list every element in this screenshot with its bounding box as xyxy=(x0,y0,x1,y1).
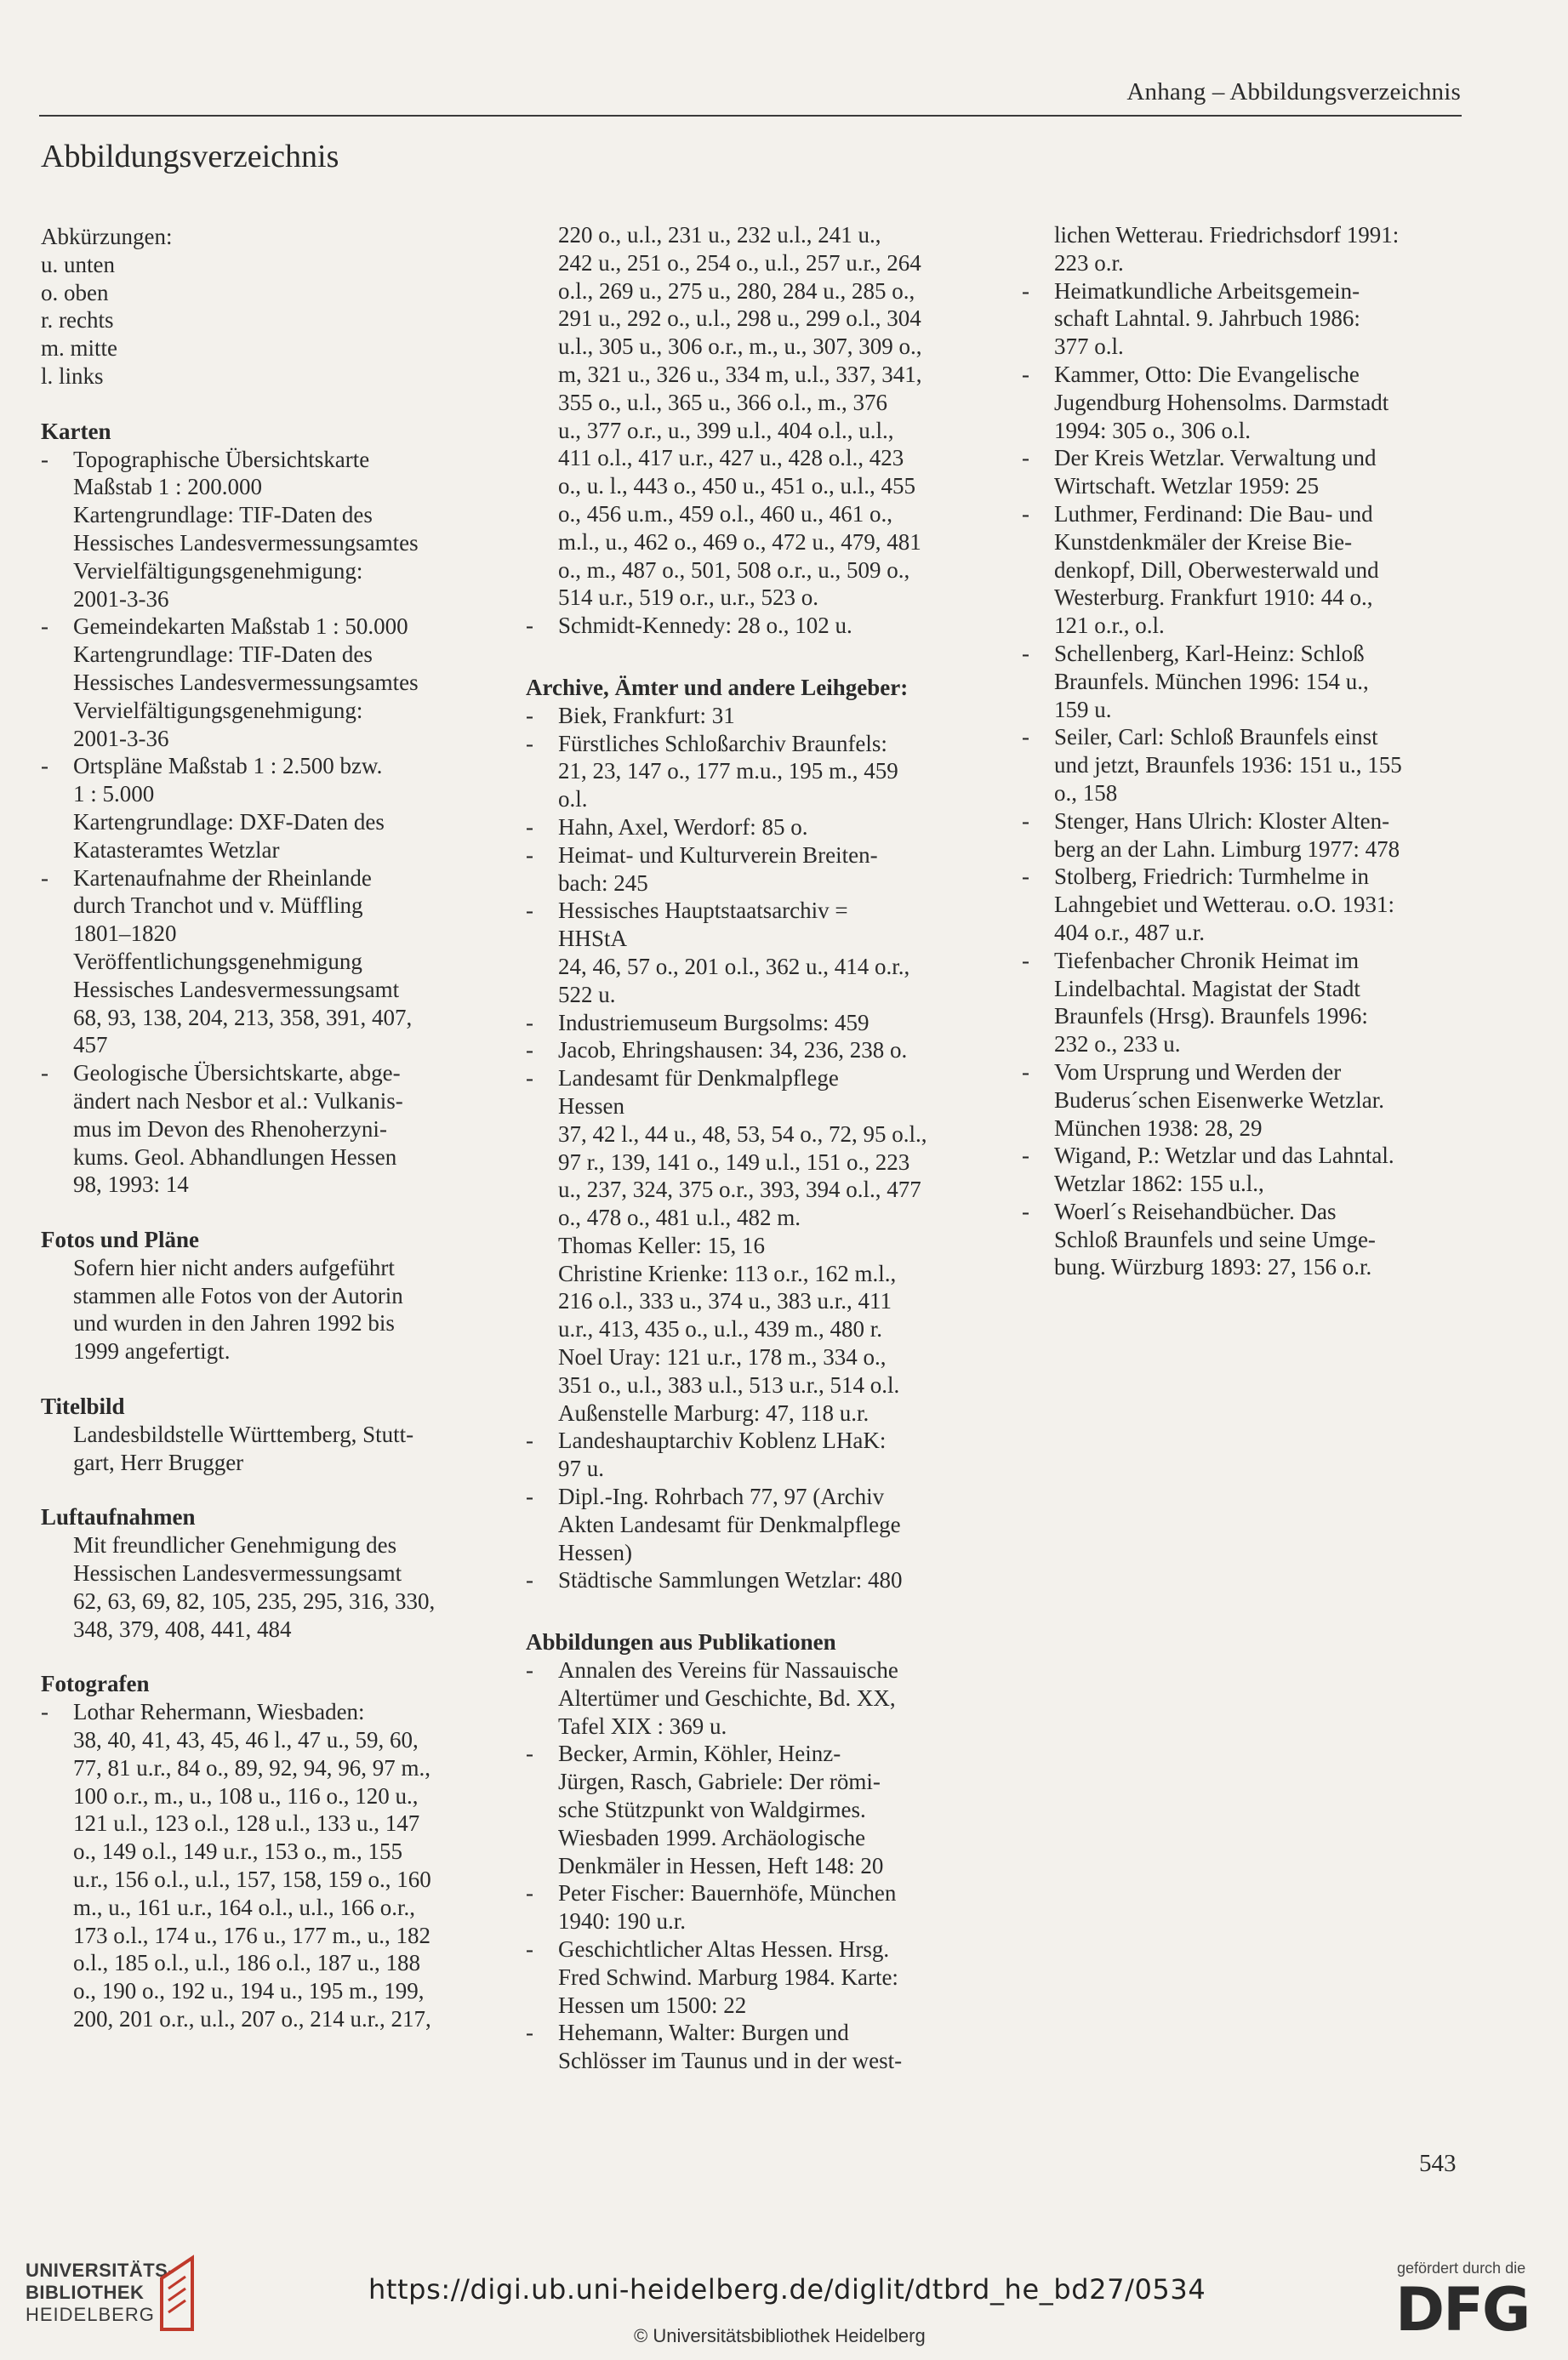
text-line: bung. Würzburg 1893: 27, 156 o.r. xyxy=(1054,1254,1372,1280)
library-name-line-3: HEIDELBERG xyxy=(26,2304,155,2325)
list-dash: - xyxy=(526,1741,533,1767)
fotografen-continuation xyxy=(526,221,1002,612)
text-line: Maßstab 1 : 200.000 xyxy=(73,474,262,500)
list-dash: - xyxy=(526,1936,533,1963)
list-dash: - xyxy=(526,1428,533,1454)
text-line: Heimatkundliche Arbeitsgemein- xyxy=(1054,277,1360,304)
text-line: und jetzt, Braunfels 1936: 151 u., 155 xyxy=(1054,752,1402,778)
text-line: u.r., 413, 435 o., u.l., 439 m., 480 r. xyxy=(558,1316,883,1342)
text-line: Hessisches Hauptstaatsarchiv = xyxy=(558,898,848,924)
text-line: Landeshauptarchiv Koblenz LHaK: xyxy=(558,1428,887,1454)
list-item xyxy=(526,1064,1002,1427)
text-line: Hessisches Landesvermessungsamtes xyxy=(73,669,419,695)
list-item xyxy=(1022,947,1473,1058)
list-dash: - xyxy=(1022,1143,1029,1169)
text-line: Mit freundlicher Genehmigung des xyxy=(73,1532,397,1559)
list-item xyxy=(526,1483,1002,1566)
text-line: Der Kreis Wetzlar. Verwaltung und xyxy=(1054,445,1377,471)
list-item xyxy=(526,813,1002,841)
text-line: Lindelbachtal. Magistat der Stadt xyxy=(1054,975,1360,1001)
text-line: m, 321 u., 326 u., 334 m, u.l., 337, 341, xyxy=(558,361,922,387)
section-title-fotos: Fotos und Pläne xyxy=(41,1227,200,1253)
header-rule xyxy=(39,115,1462,117)
text-line: Tiefenbacher Chronik Heimat im xyxy=(1054,947,1360,973)
text-line: u. unten xyxy=(41,251,115,277)
text-line: 377 o.l. xyxy=(1054,333,1124,360)
text-line: Vervielfältigungsgenehmigung: xyxy=(73,557,363,584)
text-line: durch Tranchot und v. Müffling xyxy=(73,892,363,919)
schmidt-kennedy-entry xyxy=(526,612,1002,640)
text-line: Topographische Übersichtskarte xyxy=(73,446,370,472)
text-line: Heimat- und Kulturverein Breiten- xyxy=(558,841,878,868)
text-line: Hessen) xyxy=(558,1539,632,1565)
text-line: u.l., 305 u., 306 o.r., m., u., 307, 309 o., xyxy=(558,333,922,360)
list-item xyxy=(526,1036,1002,1064)
text-line: m., u., 161 u.r., 164 o.l., u.l., 166 o.r., xyxy=(73,1894,416,1920)
text-line: Hahn, Axel, Werdorf: 85 o. xyxy=(558,813,808,840)
text-line: 159 u. xyxy=(1054,696,1112,722)
list-item xyxy=(1022,640,1473,723)
text-line: Braunfels. München 1996: 154 u., xyxy=(1054,668,1369,694)
list-dash: - xyxy=(41,1060,48,1086)
list-dash: - xyxy=(526,1065,533,1092)
text-line: Geologische Übersichtskarte, abge- xyxy=(73,1060,401,1086)
text-line: Stolberg, Friedrich: Turmhelme in xyxy=(1054,864,1369,890)
text-line: München 1938: 28, 29 xyxy=(1054,1114,1263,1141)
list-dash: - xyxy=(526,613,533,639)
list-dash: - xyxy=(1022,864,1029,890)
text-line: o.l., 185 o.l., u.l., 186 o.l., 187 u., 188 xyxy=(73,1950,421,1976)
text-line: 1801–1820 xyxy=(73,921,177,947)
text-line: 348, 379, 408, 441, 484 xyxy=(73,1616,292,1642)
text-line: 100 o.r., m., u., 108 u., 116 o., 120 u., xyxy=(73,1782,419,1809)
list-dash: - xyxy=(41,613,48,640)
text-line: Kartengrundlage: TIF-Daten des xyxy=(73,641,373,668)
text-line: bach: 245 xyxy=(558,869,648,896)
list-item xyxy=(1022,723,1473,807)
list-dash: - xyxy=(41,1699,48,1725)
text-line: Hessisches Landesvermessungsamt xyxy=(73,976,400,1002)
text-line: Kunstdenkmäler der Kreise Bie- xyxy=(1054,528,1353,555)
text-line: 457 xyxy=(73,1032,108,1058)
list-dash: - xyxy=(526,730,533,756)
list-dash: - xyxy=(1022,640,1029,666)
publikationen-continuation xyxy=(1022,221,1473,277)
text-line: Hehemann, Walter: Burgen und xyxy=(558,2020,849,2046)
text-line: 121 u.l., 123 o.l., 128 u.l., 133 u., 147 xyxy=(73,1810,420,1837)
text-line: 121 o.r., o.l. xyxy=(1054,613,1165,639)
list-item xyxy=(526,897,1002,1008)
list-item xyxy=(526,612,1002,640)
dfg-caption: gefördert durch die xyxy=(1397,2260,1526,2277)
list-item xyxy=(526,1740,1002,1879)
text-line: Hessen um 1500: 22 xyxy=(558,1992,747,2018)
text-line: Schellenberg, Karl-Heinz: Schloß xyxy=(1054,640,1365,666)
luftaufnahmen-text xyxy=(41,1531,505,1643)
publikationen-list xyxy=(526,1656,1002,2075)
list-item xyxy=(1022,1198,1473,1281)
document-url-link[interactable]: https://digi.ub.uni-heidelberg.de/diglit/dtbrd_he_bd27/0534 xyxy=(368,2273,1206,2306)
text-line: Westerburg. Frankfurt 1910: 44 o., xyxy=(1054,584,1373,611)
text-line: Peter Fischer: Bauernhöfe, München xyxy=(558,1880,897,1907)
text-line: 242 u., 251 o., 254 o., u.l., 257 u.r., 264 xyxy=(558,249,921,276)
list-item xyxy=(526,1656,1002,1740)
text-line: kums. Geol. Abhandlungen Hessen xyxy=(73,1143,397,1170)
text-line: Wirtschaft. Wetzlar 1959: 25 xyxy=(1054,473,1320,499)
text-line: Städtische Sammlungen Wetzlar: 480 xyxy=(558,1567,903,1593)
text-line: 21, 23, 147 o., 177 m.u., 195 m., 459 xyxy=(558,758,898,784)
text-line: Ortspläne Maßstab 1 : 2.500 bzw. xyxy=(73,753,383,779)
list-dash: - xyxy=(526,702,533,728)
list-item xyxy=(526,1009,1002,1037)
text-line: Lahngebiet und Wetterau. o.O. 1931: xyxy=(1054,892,1394,918)
text-line: 1994: 305 o., 306 o.l. xyxy=(1054,417,1252,443)
text-line: Gemeindekarten Maßstab 1 : 50.000 xyxy=(73,613,408,640)
text-line: u., 237, 324, 375 o.r., 393, 394 o.l., 477 xyxy=(558,1177,921,1203)
text-line: lichen Wetterau. Friedrichsdorf 1991: xyxy=(1054,222,1400,248)
text-line: Woerl´s Reisehandbücher. Das xyxy=(1054,1198,1337,1224)
text-line: Lothar Rehermann, Wiesbaden: xyxy=(73,1699,365,1725)
list-dash: - xyxy=(1022,1198,1029,1224)
column-1 xyxy=(41,223,505,2033)
list-item xyxy=(41,613,505,752)
text-line: Denkmäler in Hessen, Heft 148: 20 xyxy=(558,1852,884,1878)
text-line: o.l., 269 u., 275 u., 280, 284 u., 285 o., xyxy=(558,277,915,304)
text-line: r. rechts xyxy=(41,307,114,333)
list-dash: - xyxy=(526,2020,533,2046)
list-item xyxy=(1022,500,1473,640)
list-item xyxy=(526,702,1002,730)
text-line: o., 456 u.m., 459 o.l., 460 u., 461 o., xyxy=(558,500,893,527)
text-line: o., m., 487 o., 501, 508 o.r., u., 509 o., xyxy=(558,556,910,583)
text-line: Geschichtlicher Altas Hessen. Hrsg. xyxy=(558,1936,890,1963)
list-dash: - xyxy=(1022,361,1029,387)
text-line: o., 478 o., 481 u.l., 482 m. xyxy=(558,1205,801,1231)
list-dash: - xyxy=(526,1009,533,1035)
library-logo-text xyxy=(26,2260,174,2326)
text-line: 351 o., u.l., 383 u.l., 513 u.r., 514 o.l. xyxy=(558,1371,900,1398)
text-line: 68, 93, 138, 204, 213, 358, 391, 407, xyxy=(73,1004,413,1030)
list-dash: - xyxy=(1022,445,1029,471)
list-item xyxy=(526,1935,1002,2019)
text-line: u.r., 156 o.l., u.l., 157, 158, 159 o., 160 xyxy=(73,1867,431,1893)
archive-list xyxy=(526,702,1002,1595)
list-dash: - xyxy=(526,1567,533,1593)
text-line: 173 o.l., 174 u., 176 u., 177 m., u., 182 xyxy=(73,1922,431,1948)
text-line: HHStA xyxy=(558,926,628,952)
text-line: 220 o., u.l., 231 u., 232 u.l., 241 u., xyxy=(558,222,881,248)
copyright-notice: © Universitätsbibliothek Heidelberg xyxy=(634,2325,926,2346)
list-item xyxy=(1022,863,1473,946)
text-line: berg an der Lahn. Limburg 1977: 478 xyxy=(1054,835,1400,862)
text-line: Braunfels (Hrsg). Braunfels 1996: xyxy=(1054,1003,1368,1029)
list-item xyxy=(1022,444,1473,500)
list-item xyxy=(41,752,505,864)
text-line: o., 190 o., 192 u., 194 u., 195 m., 199, xyxy=(73,1978,425,2004)
text-line: Hessen xyxy=(558,1092,624,1119)
section-title-fotografen: Fotografen xyxy=(41,1671,150,1697)
text-line: Biek, Frankfurt: 31 xyxy=(558,702,735,728)
list-item xyxy=(1022,1058,1473,1142)
list-dash: - xyxy=(1022,724,1029,750)
list-item xyxy=(526,730,1002,813)
text-line: Industriemuseum Burgsolms: 459 xyxy=(558,1009,870,1035)
text-line: ändert nach Nesbor et al.: Vulkanis- xyxy=(73,1087,403,1114)
text-line: gart, Herr Brugger xyxy=(73,1449,244,1475)
karten-list xyxy=(41,446,505,1200)
text-line: Katasteramtes Wetzlar xyxy=(73,836,280,863)
text-line: 522 u. xyxy=(558,981,616,1007)
text-line: 404 o.r., 487 u.r. xyxy=(1054,919,1206,945)
text-line: sche Stützpunkt von Waldgirmes. xyxy=(558,1797,866,1823)
list-item xyxy=(526,841,1002,898)
section-title-karten: Karten xyxy=(41,418,111,444)
text-line: Vom Ursprung und Werden der xyxy=(1054,1058,1342,1085)
text-line: denkopf, Dill, Oberwesterwald und xyxy=(1054,556,1379,583)
text-line: Wigand, P.: Wetzlar und das Lahntal. xyxy=(1054,1143,1394,1169)
library-logo-icon xyxy=(158,2255,197,2333)
list-item xyxy=(1022,807,1473,864)
text-line: Hessisches Landesvermessungsamtes xyxy=(73,529,419,556)
text-line: 37, 42 l., 44 u., 48, 53, 54 o., 72, 95 o.l., xyxy=(558,1120,927,1147)
text-line: Luthmer, Ferdinand: Die Bau- und xyxy=(1054,500,1373,527)
text-line: schaft Lahntal. 9. Jahrbuch 1986: xyxy=(1054,305,1360,332)
text-line: 1999 angefertigt. xyxy=(73,1338,231,1365)
text-line: Wiesbaden 1999. Archäologische xyxy=(558,1824,866,1850)
list-dash: - xyxy=(1022,947,1029,973)
list-dash: - xyxy=(526,1880,533,1907)
text-line: 62, 63, 69, 82, 105, 235, 295, 316, 330, xyxy=(73,1588,436,1614)
list-dash: - xyxy=(1022,500,1029,527)
text-line: Fürstliches Schloßarchiv Braunfels: xyxy=(558,730,887,756)
text-line: Noel Uray: 121 u.r., 178 m., 334 o., xyxy=(558,1344,887,1371)
list-item xyxy=(1022,277,1473,361)
column-3 xyxy=(1022,221,1473,1281)
text-line: 200, 201 o.r., u.l., 207 o., 214 u.r., 217, xyxy=(73,2006,431,2032)
list-item xyxy=(41,864,505,1060)
text-line: Fred Schwind. Marburg 1984. Karte: xyxy=(558,1964,898,1990)
list-dash: - xyxy=(1022,277,1029,304)
list-dash: - xyxy=(526,1484,533,1510)
text-line: Kartenaufnahme der Rheinlande xyxy=(73,864,372,891)
text-line: Sofern hier nicht anders aufgeführt xyxy=(73,1254,395,1280)
text-line: Kartengrundlage: DXF-Daten des xyxy=(73,808,385,835)
text-line: Hessischen Landesvermessungsamt xyxy=(73,1560,402,1587)
text-line: 97 r., 139, 141 o., 149 u.l., 151 o., 223 xyxy=(558,1149,910,1175)
list-dash: - xyxy=(41,446,48,472)
text-line: 223 o.r. xyxy=(1054,249,1124,276)
text-line: Dipl.-Ing. Rohrbach 77, 97 (Archiv xyxy=(558,1484,885,1510)
text-line: 1940: 190 u.r. xyxy=(558,1908,687,1935)
text-line: 2001-3-36 xyxy=(73,725,169,751)
text-line: 232 o., 233 u. xyxy=(1054,1031,1181,1057)
list-item xyxy=(1022,361,1473,444)
text-line: Buderus´schen Eisenwerke Wetzlar. xyxy=(1054,1086,1384,1113)
text-line: 77, 81 u.r., 84 o., 89, 92, 94, 96, 97 m., xyxy=(73,1754,431,1781)
text-line: 38, 40, 41, 43, 45, 46 l., 47 u., 59, 60, xyxy=(73,1727,419,1753)
titelbild-text xyxy=(41,1421,505,1477)
text-line: Veröffentlichungsgenehmigung xyxy=(73,948,362,974)
running-head: Anhang – Abbildungsverzeichnis xyxy=(1126,78,1461,105)
text-line: Tafel XIX : 369 u. xyxy=(558,1713,727,1739)
text-line: Jugendburg Hohensolms. Darmstadt xyxy=(1054,389,1389,415)
text-line: Außenstelle Marburg: 47, 118 u.r. xyxy=(558,1399,870,1426)
section-title-titelbild: Titelbild xyxy=(41,1394,125,1420)
page-title: Abbildungsverzeichnis xyxy=(41,139,339,174)
list-item xyxy=(1022,1142,1473,1198)
list-dash: - xyxy=(526,1037,533,1063)
text-line: Schmidt-Kennedy: 28 o., 102 u. xyxy=(558,613,852,639)
text-line: 97 u. xyxy=(558,1456,604,1482)
text-line: 411 o.l., 417 u.r., 427 u., 428 o.l., 423 xyxy=(558,445,904,471)
dfg-logo: DFG xyxy=(1395,2275,1530,2345)
list-dash: - xyxy=(526,1657,533,1684)
text-line: Schloß Braunfels und seine Umge- xyxy=(1054,1226,1376,1252)
text-line: mus im Devon des Rhenoherzyni- xyxy=(73,1115,387,1142)
column-2 xyxy=(526,221,1002,2075)
text-line: Akten Landesamt für Denkmalpflege xyxy=(558,1511,901,1537)
text-line: 24, 46, 57 o., 201 o.l., 362 u., 414 o.r., xyxy=(558,953,910,979)
text-line: o., u. l., 443 o., 450 u., 451 o., u.l., 455 xyxy=(558,473,916,499)
text-line: Jürgen, Rasch, Gabriele: Der römi- xyxy=(558,1769,881,1795)
list-dash: - xyxy=(1022,1058,1029,1085)
list-dash: - xyxy=(41,864,48,891)
text-line: Landesamt für Denkmalpflege xyxy=(558,1065,839,1092)
text-line: Landesbildstelle Württemberg, Stutt- xyxy=(73,1421,414,1447)
section-title-archive: Archive, Ämter und andere Leihgeber: xyxy=(526,674,909,700)
list-item xyxy=(41,1059,505,1199)
text-line: m.l., u., 462 o., 469 o., 472 u., 479, 481 xyxy=(558,528,921,555)
fotos-text xyxy=(41,1254,505,1365)
text-line: 514 u.r., 519 o.r., u.r., 523 o. xyxy=(558,584,819,611)
text-line: Kammer, Otto: Die Evangelische xyxy=(1054,361,1360,387)
text-line: o., 149 o.l., 149 u.r., 153 o., m., 155 xyxy=(73,1838,403,1865)
list-dash: - xyxy=(526,813,533,840)
page-number: 543 xyxy=(1419,2150,1457,2177)
text-line: Jacob, Ehringshausen: 34, 236, 238 o. xyxy=(558,1037,908,1063)
list-dash: - xyxy=(526,898,533,924)
list-item xyxy=(526,1879,1002,1935)
list-dash: - xyxy=(41,753,48,779)
list-dash: - xyxy=(1022,807,1029,834)
text-line: Christine Krienke: 113 o.r., 162 m.l., xyxy=(558,1260,897,1286)
text-line: 2001-3-36 xyxy=(73,585,169,612)
library-name-line-1: UNIVERSITÄTS- xyxy=(26,2260,175,2281)
text-line: und wurden in den Jahren 1992 bis xyxy=(73,1310,395,1337)
text-line: 98, 1993: 14 xyxy=(73,1171,189,1198)
list-item xyxy=(41,1698,505,2033)
list-item xyxy=(41,446,505,613)
footer-bar xyxy=(0,2227,1568,2360)
text-line: Schlösser im Taunus und in der west- xyxy=(558,2048,903,2074)
text-line: 216 o.l., 333 u., 374 u., 383 u.r., 411 xyxy=(558,1288,892,1314)
publikationen-list-continued xyxy=(1022,277,1473,1282)
section-title-publikationen: Abbildungen aus Publikationen xyxy=(526,1629,836,1656)
text-line: stammen alle Fotos von der Autorin xyxy=(73,1282,403,1308)
text-line: 291 u., 292 o., u.l., 298 u., 299 o.l., 304 xyxy=(558,305,921,332)
text-line: m. mitte xyxy=(41,335,117,362)
text-line: Thomas Keller: 15, 16 xyxy=(558,1232,765,1258)
text-line: l. links xyxy=(41,362,104,389)
text-line: Wetzlar 1862: 155 u.l., xyxy=(1054,1171,1264,1197)
text-line: Altertümer und Geschichte, Bd. XX, xyxy=(558,1684,896,1711)
list-item xyxy=(526,1427,1002,1483)
text-line: o.l. xyxy=(558,786,588,812)
text-line: o., 158 xyxy=(1054,779,1118,806)
text-line: Annalen des Vereins für Nassauische xyxy=(558,1657,898,1684)
text-line: Vervielfältigungsgenehmigung: xyxy=(73,697,363,723)
text-line: 355 o., u.l., 365 u., 366 o.l., m., 376 xyxy=(558,389,888,415)
text-line: Seiler, Carl: Schloß Braunfels einst xyxy=(1054,724,1378,750)
section-title-luftaufnahmen: Luftaufnahmen xyxy=(41,1504,196,1531)
text-line: Stenger, Hans Ulrich: Kloster Alten- xyxy=(1054,807,1390,834)
text-line: o. oben xyxy=(41,279,109,305)
list-dash: - xyxy=(526,841,533,868)
library-name-line-2: BIBLIOTHEK xyxy=(26,2282,145,2303)
abbreviations-title: Abkürzungen: xyxy=(41,224,173,249)
list-item xyxy=(526,2019,1002,2075)
list-item xyxy=(526,1566,1002,1594)
text-line: Kartengrundlage: TIF-Daten des xyxy=(73,502,373,528)
text-line: u., 377 o.r., u., 399 u.l., 404 o.l., u.l., xyxy=(558,417,894,443)
abbreviations-list xyxy=(41,251,505,390)
text-line: Becker, Armin, Köhler, Heinz- xyxy=(558,1741,841,1767)
fotografen-list xyxy=(41,1698,505,2033)
text-line: 1 : 5.000 xyxy=(73,781,155,807)
